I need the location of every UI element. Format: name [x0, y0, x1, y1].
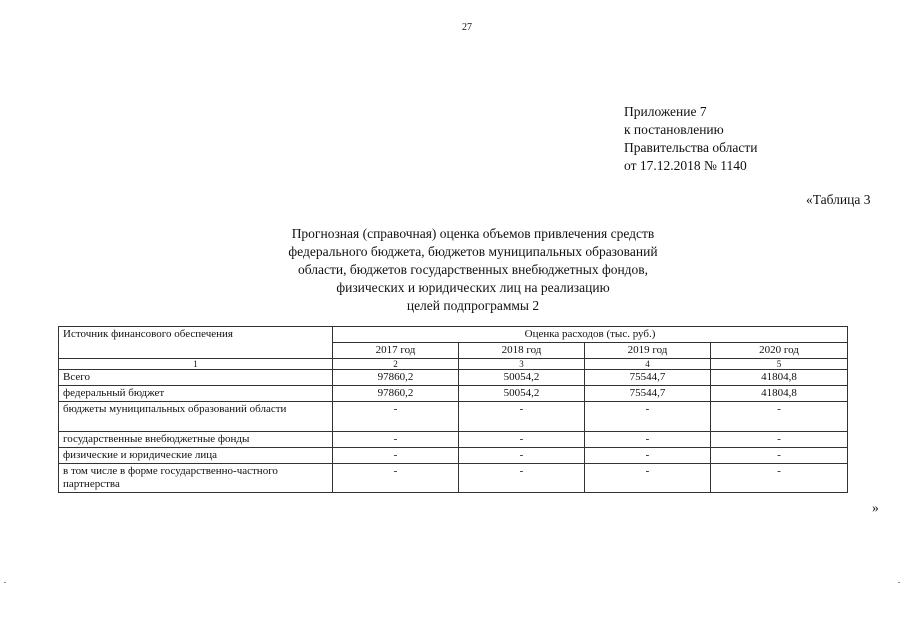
table-row: [59, 370, 848, 386]
table-row: [59, 448, 848, 464]
title-line: Прогнозная (справочная) оценка объемов привлечения средств: [291, 226, 655, 241]
value-cell: 97860,2: [333, 370, 459, 386]
value-cell: -: [585, 432, 711, 448]
column-number: 2: [333, 359, 459, 370]
table-row: [59, 464, 848, 493]
year-header: 2019 год: [585, 343, 711, 359]
title-line: федерального бюджета, бюджетов муниципальных образований: [288, 244, 658, 259]
document-title: [213, 225, 733, 315]
row-label: государственные внебюджетные фонды: [59, 432, 333, 448]
value-cell: -: [333, 448, 459, 464]
year-header: 2020 год: [711, 343, 848, 359]
value-cell: -: [711, 432, 848, 448]
table-row: [59, 386, 848, 402]
value-cell: -: [459, 432, 585, 448]
source-header: Источник финансового обеспечения: [59, 327, 333, 359]
title-line: физических и юридических лиц на реализацию: [336, 280, 610, 295]
row-label: федеральный бюджет: [59, 386, 333, 402]
header-row: [59, 327, 848, 343]
column-number: 4: [585, 359, 711, 370]
appendix-line-3: Правительства области: [624, 140, 758, 155]
appendix-line-4: от 17.12.2018 № 1140: [624, 158, 747, 173]
value-cell: 75544,7: [585, 370, 711, 386]
value-cell: 50054,2: [459, 370, 585, 386]
value-cell: 97860,2: [333, 386, 459, 402]
value-cell: -: [585, 464, 711, 493]
value-cell: 41804,8: [711, 370, 848, 386]
title-line: целей подпрограммы 2: [406, 298, 540, 313]
value-cell: -: [585, 402, 711, 432]
value-cell: 41804,8: [711, 386, 848, 402]
page-number: 27: [462, 22, 472, 33]
appendix-block: [624, 103, 757, 175]
value-cell: -: [459, 402, 585, 432]
value-cell: 75544,7: [585, 386, 711, 402]
column-number: 5: [711, 359, 848, 370]
appendix-line-2: к постановлению: [624, 122, 724, 137]
scan-mark-left: [4, 582, 6, 583]
table-reference: «Таблица 3: [806, 192, 871, 207]
year-header: 2017 год: [333, 343, 459, 359]
table-row: [59, 432, 848, 448]
value-cell: 50054,2: [459, 386, 585, 402]
scan-mark-right: [898, 582, 900, 583]
closing-quote: »: [872, 500, 879, 515]
year-header: 2018 год: [459, 343, 585, 359]
appendix-line-1: Приложение 7: [624, 104, 707, 119]
value-cell: -: [333, 432, 459, 448]
value-cell: -: [333, 464, 459, 493]
column-number: 1: [59, 359, 333, 370]
value-cell: -: [711, 402, 848, 432]
row-label: бюджеты муниципальных образований области: [59, 402, 333, 432]
column-number: 3: [459, 359, 585, 370]
value-cell: -: [711, 464, 848, 493]
row-label: в том числе в форме государственно-частного партнерства: [59, 464, 333, 493]
value-cell: -: [333, 402, 459, 432]
row-label: Всего: [59, 370, 333, 386]
funding-table: [58, 326, 848, 493]
value-cell: -: [585, 448, 711, 464]
column-number-row: [59, 359, 848, 370]
value-cell: -: [459, 464, 585, 493]
estimate-header: Оценка расходов (тыс. руб.): [333, 327, 848, 343]
title-line: области, бюджетов государственных внебюджетных фондов,: [297, 262, 649, 277]
value-cell: -: [711, 448, 848, 464]
table-row: [59, 402, 848, 432]
row-label: физические и юридические лица: [59, 448, 333, 464]
value-cell: -: [459, 448, 585, 464]
